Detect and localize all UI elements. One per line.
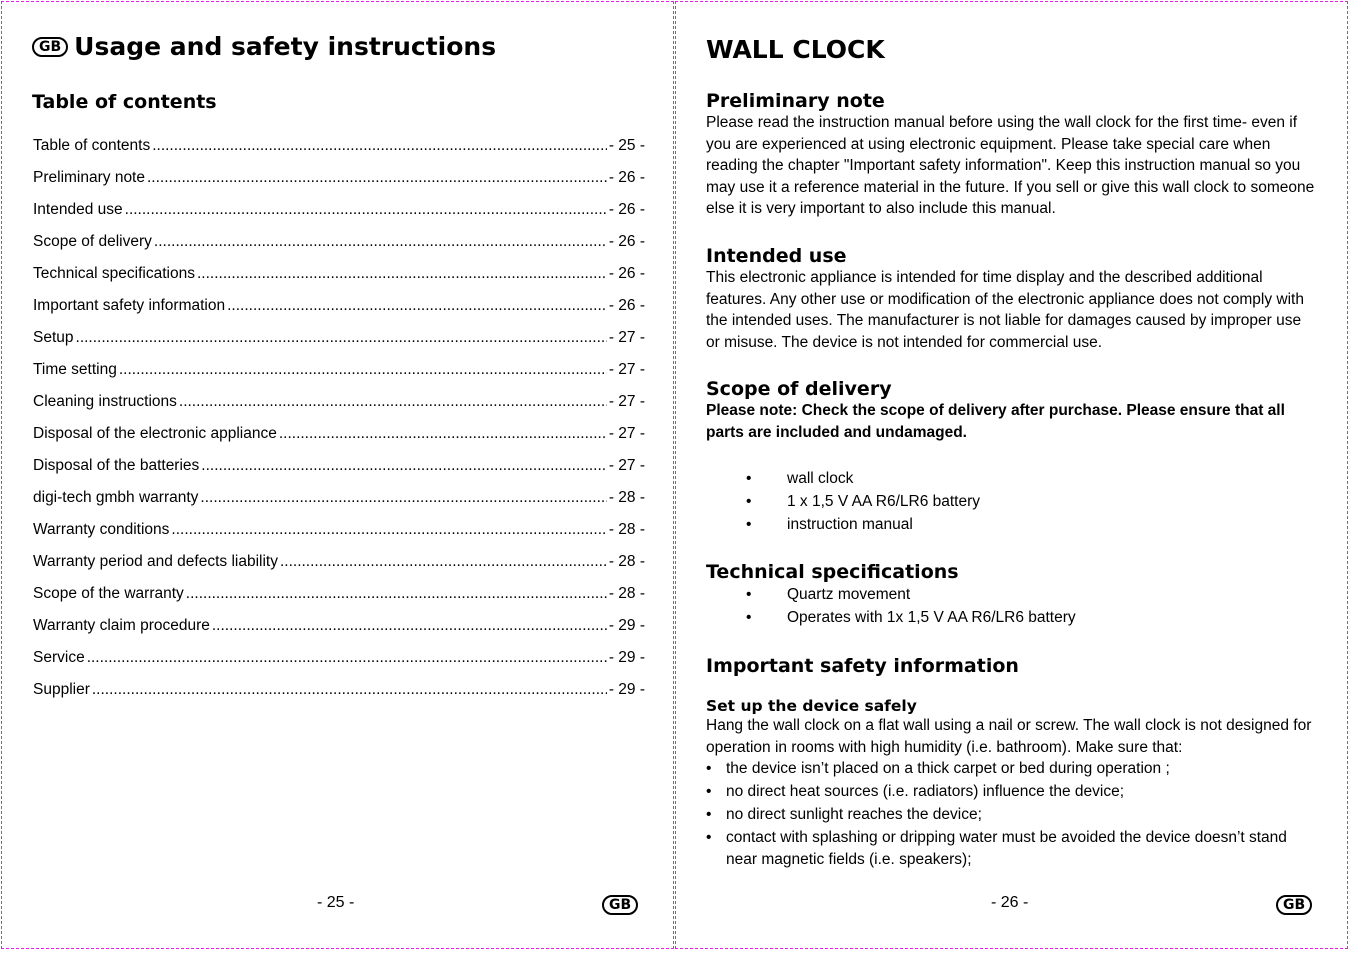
toc-entry-page: - 29 - bbox=[608, 617, 645, 634]
toc-entry bbox=[33, 521, 645, 553]
toc-dot-leader bbox=[92, 681, 607, 699]
section-text: Hang the wall clock on a flat wall using a nail or screw. The wall clock is not designed for operation in rooms with high humidity (i.e. bathroom). Make sure that: bbox=[706, 717, 1312, 756]
toc-dot-leader bbox=[154, 233, 607, 251]
toc-heading: Table of contents bbox=[32, 91, 217, 113]
left-page bbox=[1, 1, 674, 949]
toc-entry bbox=[33, 233, 645, 265]
section-heading: Important safety information bbox=[706, 655, 1019, 677]
toc-entry-page: - 28 - bbox=[608, 553, 645, 570]
toc-dot-leader bbox=[152, 137, 607, 155]
toc-entry-page: - 26 - bbox=[608, 265, 645, 282]
toc-entry-page: - 29 - bbox=[608, 681, 645, 698]
toc-dot-leader bbox=[179, 393, 607, 411]
section-scope-of-delivery bbox=[706, 378, 1316, 536]
toc-entry-title: Time setting bbox=[33, 361, 117, 378]
toc-dot-leader bbox=[76, 329, 607, 347]
list-item: • wall clock bbox=[706, 467, 1316, 490]
page-title bbox=[32, 32, 496, 61]
toc-entry-title: Disposal of the batteries bbox=[33, 457, 200, 474]
toc-dot-leader bbox=[119, 361, 607, 379]
section-technical-specifications bbox=[706, 561, 1316, 629]
toc-entry-title: Scope of delivery bbox=[33, 233, 152, 250]
toc-entry bbox=[33, 329, 645, 361]
list-item: • no direct heat sources (i.e. radiators) influence the device; bbox=[706, 781, 1316, 803]
toc-entry-page: - 25 - bbox=[608, 137, 645, 154]
scope-note: Please note: Check the scope of delivery after purchase. Please ensure that all parts are included and undamaged. bbox=[706, 402, 1285, 441]
toc-entry bbox=[33, 137, 645, 169]
safety-list bbox=[706, 758, 1316, 870]
list-item: • 1 x 1,5 V AA R6/LR6 battery bbox=[706, 490, 1316, 513]
list-item: • Operates with 1x 1,5 V AA R6/LR6 battery bbox=[706, 606, 1316, 629]
toc-entry bbox=[33, 425, 645, 457]
toc-entry-title: Scope of the warranty bbox=[33, 585, 184, 602]
toc-entry-page: - 26 - bbox=[608, 297, 645, 314]
toc-entry-title: Table of contents bbox=[33, 137, 151, 154]
toc-entry-title: Cleaning instructions bbox=[33, 393, 177, 410]
toc-entry bbox=[33, 265, 645, 297]
list-item: • instruction manual bbox=[706, 513, 1316, 536]
toc-entry-page: - 26 - bbox=[608, 169, 645, 186]
toc-entry-page: - 28 - bbox=[608, 585, 645, 602]
toc-entry bbox=[33, 393, 645, 425]
page-number: - 26 - bbox=[991, 894, 1029, 911]
toc-dot-leader bbox=[227, 297, 607, 315]
toc-entry-page: - 27 - bbox=[608, 329, 645, 346]
toc-entry-title: Disposal of the electronic appliance bbox=[33, 425, 277, 442]
list-item: • no direct sunlight reaches the device; bbox=[706, 804, 1316, 826]
specs-list bbox=[706, 583, 1316, 629]
toc-dot-leader bbox=[280, 553, 607, 571]
list-item: • contact with splashing or dripping water must be avoided the device doesn’t stand near magnetic fields (i.e. speakers); bbox=[706, 827, 1316, 870]
table-of-contents bbox=[33, 137, 645, 713]
toc-entry-title: Warranty period and defects liability bbox=[33, 553, 278, 570]
right-page bbox=[675, 1, 1348, 949]
list-item: • the device isn’t placed on a thick carpet or bed during operation ; bbox=[706, 758, 1316, 780]
section-intended-use bbox=[706, 245, 1316, 353]
section-heading: Preliminary note bbox=[706, 90, 885, 112]
section-text: This electronic appliance is intended for time display and the described additional features. Any other use or modification of the electronic appliance does not comply with the intended uses. The manufacturer is not liable for damages caused by improper use or misuse. The device is not intended for commercial use. bbox=[706, 269, 1304, 351]
product-title: WALL CLOCK bbox=[706, 35, 885, 64]
toc-entry-page: - 26 - bbox=[608, 201, 645, 218]
toc-entry-title: Important safety information bbox=[33, 297, 226, 314]
toc-entry-page: - 28 - bbox=[608, 489, 645, 506]
toc-entry bbox=[33, 585, 645, 617]
toc-entry-page: - 27 - bbox=[608, 361, 645, 378]
toc-entry bbox=[33, 201, 645, 233]
toc-entry-title: Warranty conditions bbox=[33, 521, 170, 538]
toc-dot-leader bbox=[200, 489, 606, 507]
toc-entry bbox=[33, 457, 645, 489]
toc-entry-page: - 28 - bbox=[608, 521, 645, 538]
toc-entry-page: - 29 - bbox=[608, 649, 645, 666]
gb-language-badge-footer: GB bbox=[1276, 895, 1312, 915]
gb-language-badge: GB bbox=[32, 37, 68, 57]
toc-entry bbox=[33, 489, 645, 521]
section-heading: Technical specifications bbox=[706, 561, 959, 583]
toc-dot-leader bbox=[197, 265, 607, 283]
toc-entry-title: Technical specifications bbox=[33, 265, 195, 282]
section-heading: Scope of delivery bbox=[706, 378, 892, 400]
toc-entry-page: - 27 - bbox=[608, 393, 645, 410]
toc-entry-title: Warranty claim procedure bbox=[33, 617, 210, 634]
safety-subheading: Set up the device safely bbox=[706, 697, 917, 715]
toc-entry bbox=[33, 553, 645, 585]
toc-entry-page: - 26 - bbox=[608, 233, 645, 250]
toc-dot-leader bbox=[171, 521, 606, 539]
toc-entry-title: Preliminary note bbox=[33, 169, 145, 186]
toc-entry bbox=[33, 617, 645, 649]
gb-language-badge-footer: GB bbox=[602, 895, 638, 915]
toc-entry-title: digi-tech gmbh warranty bbox=[33, 489, 199, 506]
toc-entry bbox=[33, 681, 645, 713]
toc-entry-title: Service bbox=[33, 649, 85, 666]
section-heading: Intended use bbox=[706, 245, 847, 267]
page-title-text: Usage and safety instructions bbox=[74, 32, 497, 61]
toc-dot-leader bbox=[87, 649, 607, 667]
section-text: Please read the instruction manual before using the wall clock for the first time- even if you are experienced at using electronic equipment. Please take special care when reading the chapter "Important safety information". Keep this instruction manual so you may use it a reference material in the future. If you sell or give this wall clock to someone else it is very important to also include this manual. bbox=[706, 114, 1315, 217]
toc-entry-title: Supplier bbox=[33, 681, 90, 698]
toc-entry-title: Setup bbox=[33, 329, 74, 346]
toc-dot-leader bbox=[201, 457, 607, 475]
toc-entry bbox=[33, 649, 645, 681]
toc-entry bbox=[33, 361, 645, 393]
scope-list bbox=[706, 467, 1316, 536]
toc-entry-page: - 27 - bbox=[608, 457, 645, 474]
section-preliminary-note bbox=[706, 90, 1316, 220]
toc-dot-leader bbox=[186, 585, 607, 603]
section-important-safety bbox=[706, 655, 1316, 872]
list-item: • Quartz movement bbox=[706, 583, 1316, 606]
toc-entry bbox=[33, 297, 645, 329]
toc-entry-page: - 27 - bbox=[608, 425, 645, 442]
toc-entry bbox=[33, 169, 645, 201]
toc-dot-leader bbox=[279, 425, 607, 443]
toc-entry-title: Intended use bbox=[33, 201, 123, 218]
toc-dot-leader bbox=[147, 169, 607, 187]
toc-dot-leader bbox=[125, 201, 607, 219]
page-number: - 25 - bbox=[317, 894, 355, 911]
toc-dot-leader bbox=[212, 617, 607, 635]
